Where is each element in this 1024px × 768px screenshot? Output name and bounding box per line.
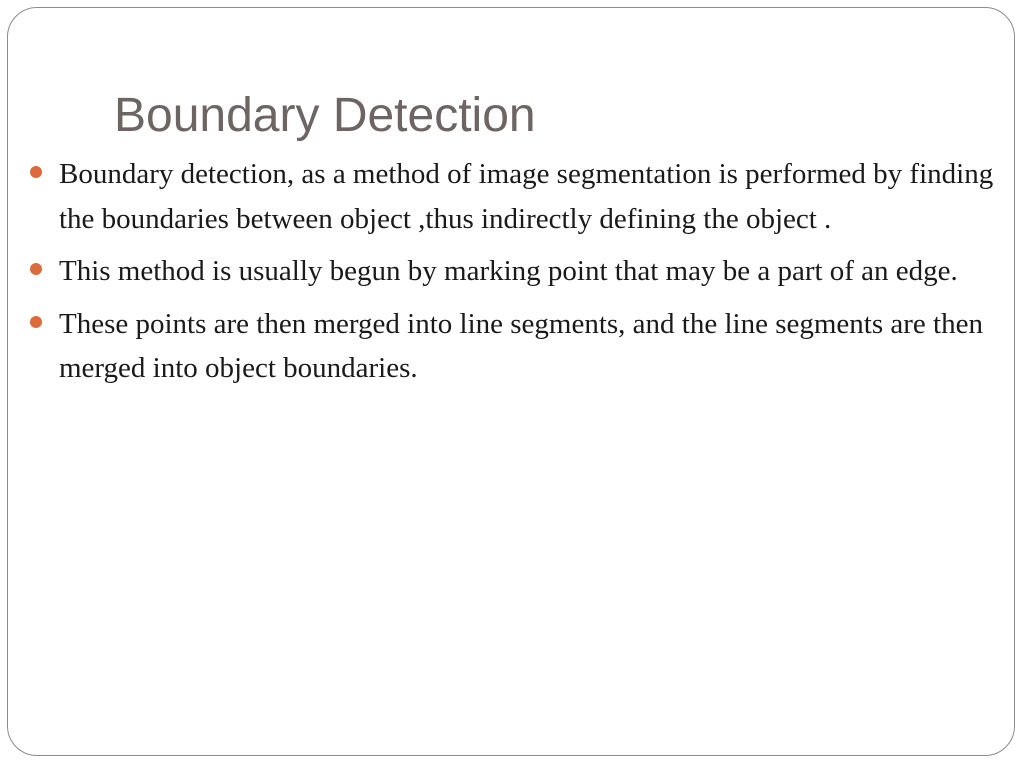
bullet-item xyxy=(28,152,998,241)
slide-title: Boundary Detection xyxy=(114,89,536,142)
bullet-item xyxy=(28,249,998,294)
bullet-text: Boundary detection, as a method of image segmentation is performed by finding the boundaries between object ,thus indirectly defining the object . xyxy=(59,158,994,235)
bullet-item xyxy=(28,302,998,391)
bullet-list xyxy=(28,152,998,399)
bullet-dot-icon xyxy=(30,166,42,178)
bullet-text: These points are then merged into line segments, and the line segments are then merged into object boundaries. xyxy=(59,307,983,384)
bullet-dot-icon xyxy=(30,263,42,275)
bullet-dot-icon xyxy=(30,316,42,328)
bullet-text: This method is usually begun by marking point that may be a part of an edge. xyxy=(59,255,958,287)
